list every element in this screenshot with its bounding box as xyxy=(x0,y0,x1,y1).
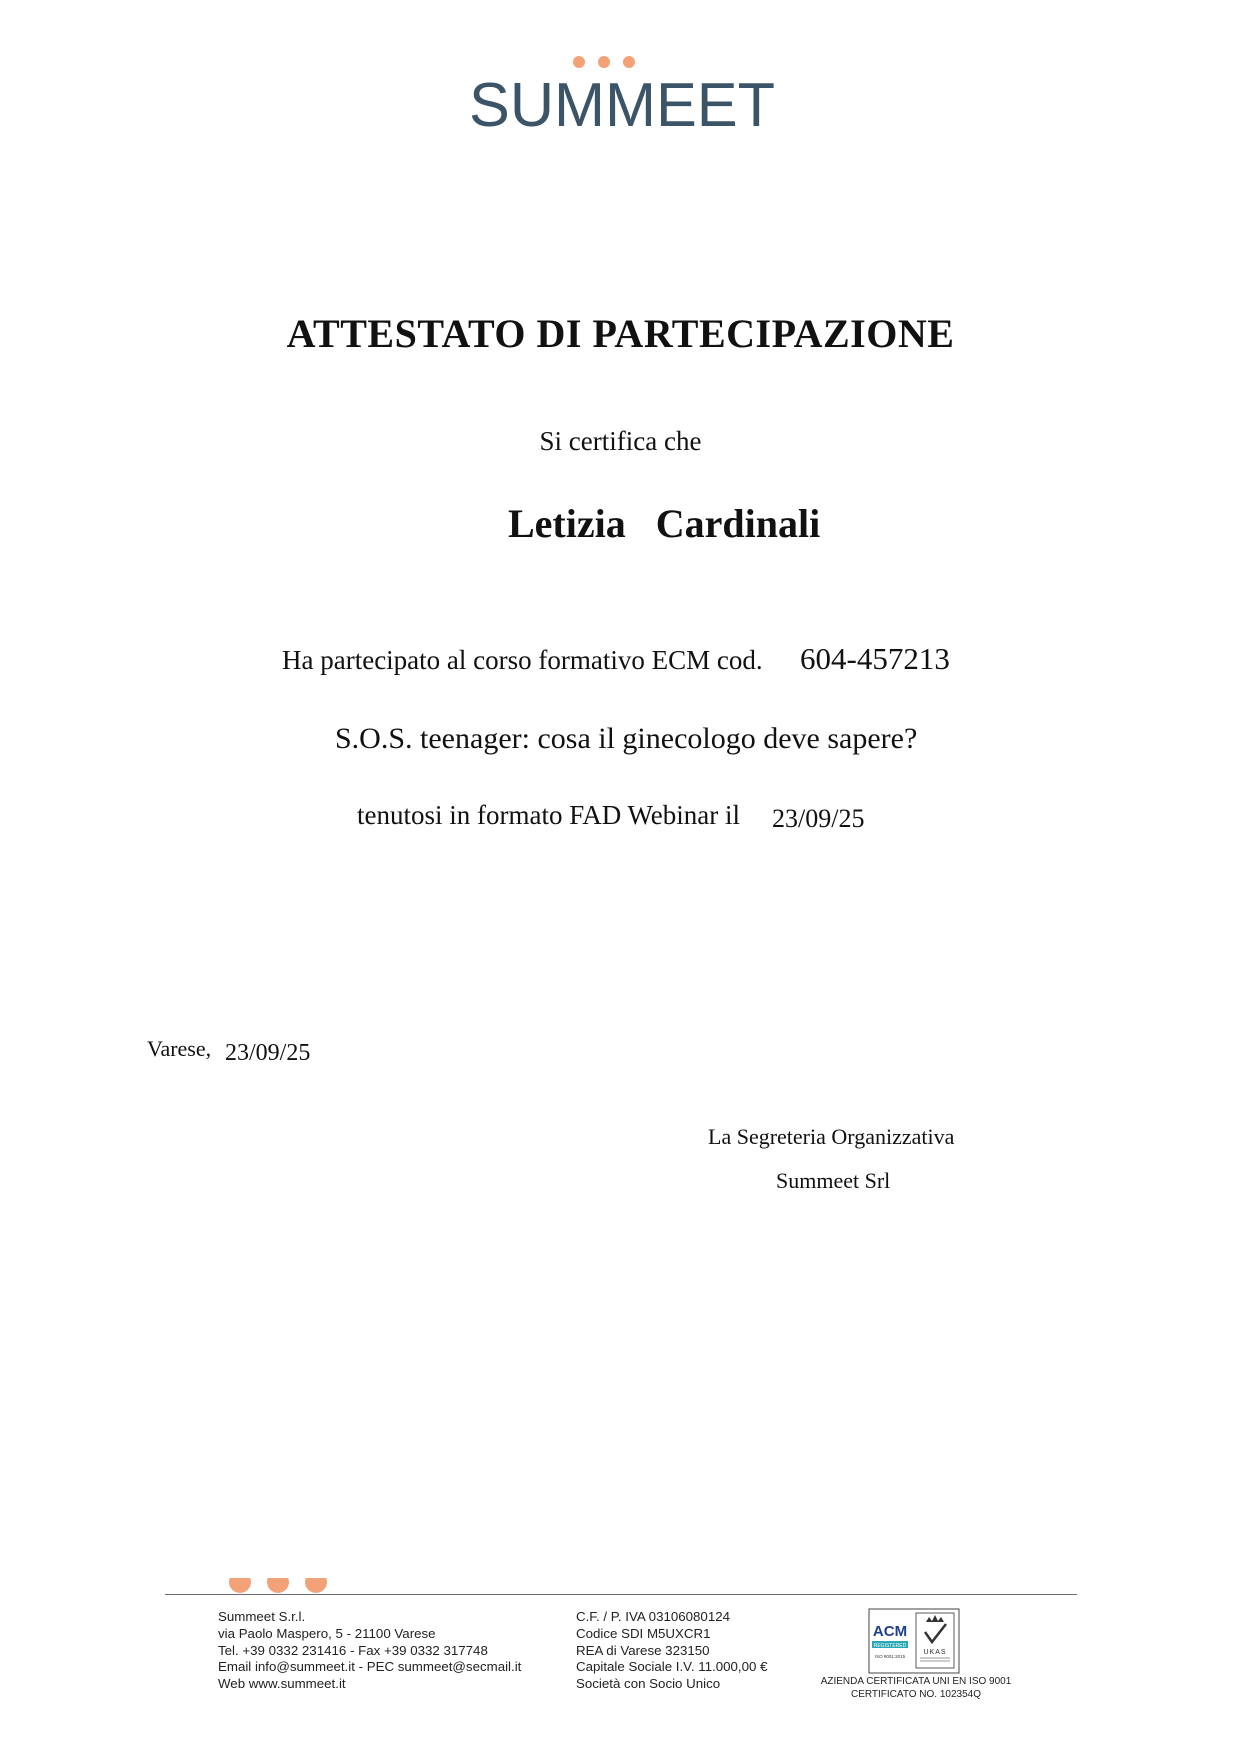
certification-number: CERTIFICATO NO. 102354Q xyxy=(850,1688,982,1700)
footer-phone-fax: Tel. +39 0332 231416 - Fax +39 0332 317748 xyxy=(218,1642,488,1658)
footer-company-name: Summeet S.r.l. xyxy=(218,1609,306,1624)
participant-name: Letizia Cardinali xyxy=(508,501,821,546)
certify-text: Si certifica che xyxy=(539,426,702,456)
held-date: 23/09/25 xyxy=(772,804,865,833)
course-title: S.O.S. teenager: cosa il ginecologo deve sapere? xyxy=(335,722,918,755)
footer-sole-shareholder: Società con Socio Unico xyxy=(576,1676,721,1692)
acm-logo xyxy=(872,1623,908,1659)
logo-dot-3 xyxy=(623,56,635,68)
signature-organization: La Segreteria Organizzativa xyxy=(708,1124,955,1149)
svg-text:UKAS: UKAS xyxy=(923,1649,947,1656)
logo-text: SUMMEET xyxy=(469,71,775,140)
footer-company-info xyxy=(218,1609,521,1693)
held-intro: tenutosi in formato FAD Webinar il xyxy=(357,800,741,830)
footer-dots-decoration xyxy=(228,1578,338,1602)
logo-dot-2 xyxy=(598,56,610,68)
footer-email-pec: Email info@summeet.it - PEC summeet@secmail.it xyxy=(218,1659,522,1675)
course-code: 604-457213 xyxy=(800,641,950,676)
course-intro: Ha partecipato al corso formativo ECM cod. xyxy=(282,645,763,675)
svg-text:REGISTERED: REGISTERED xyxy=(873,1643,907,1649)
footer-address: via Paolo Maspero, 5 - 21100 Varese xyxy=(218,1625,436,1641)
footer-website: Web www.summeet.it xyxy=(218,1676,346,1692)
footer-vat: C.F. / P. IVA 03106080124 xyxy=(576,1609,731,1624)
footer-divider xyxy=(165,1594,1077,1595)
footer-sdi-code: Codice SDI M5UXCR1 xyxy=(576,1625,711,1641)
svg-text:ISO 9001:2015: ISO 9001:2015 xyxy=(874,1654,906,1659)
certification-standard: AZIENDA CERTIFICATA UNI EN ISO 9001 xyxy=(820,1676,1012,1687)
signature-company: Summeet Srl xyxy=(776,1168,891,1193)
certification-logos xyxy=(868,1608,960,1674)
summeet-logo-icon xyxy=(462,50,782,140)
certification-caption xyxy=(806,1676,1026,1701)
footer-rea: REA di Varese 323150 xyxy=(576,1642,710,1658)
issue-date: 23/09/25 xyxy=(225,1040,311,1066)
logo-dot-1 xyxy=(573,56,585,68)
summeet-logo xyxy=(462,50,782,140)
document-title: ATTESTATO DI PARTECIPAZIONE xyxy=(286,311,955,356)
footer-share-capital: Capitale Sociale I.V. 11.000,00 € xyxy=(576,1659,768,1675)
footer-legal-info xyxy=(576,1609,767,1693)
svg-text:ACM: ACM xyxy=(872,1623,908,1640)
issue-place: Varese, xyxy=(147,1036,212,1061)
